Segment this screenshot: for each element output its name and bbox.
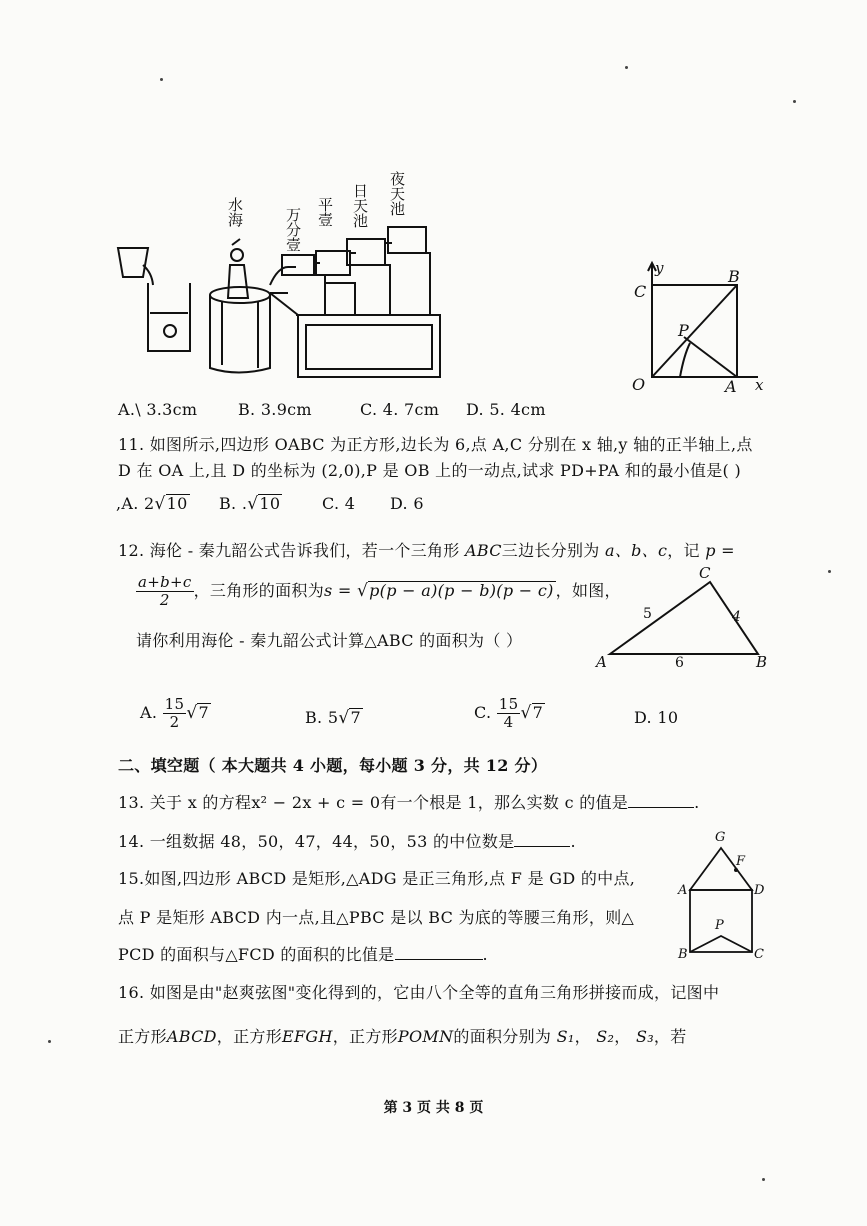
rectangle-triangle-figure — [676, 830, 768, 962]
point-c-label: C — [634, 282, 647, 301]
vertex-a-label: A — [596, 653, 607, 671]
q12-line-3: 请你利用海伦 - 秦九韶公式计算△ABC 的面积为（ ） — [136, 631, 523, 650]
q11-option-c: C. 4 — [322, 494, 356, 513]
q12-line-1: 12. 海伦 - 秦九韶公式告诉我们，若一个三角形 ABC三边长分别为 a、b、c，记 p = — [118, 541, 735, 560]
q13-answer-blank[interactable] — [628, 793, 694, 808]
axis-x-label: x — [755, 376, 764, 394]
q16-line-1: 16. 如图是由"赵爽弦图"变化得到的，它由八个全等的直角三角形拼接而成，记图中 — [118, 983, 720, 1002]
point-b-label: B — [678, 947, 688, 962]
q10-option-b: B. 3.9cm — [238, 400, 312, 419]
scan-speck — [762, 1178, 765, 1181]
side-bc-label: 4 — [732, 609, 741, 625]
scan-speck — [160, 78, 163, 81]
point-b-label: B — [728, 267, 740, 286]
point-a-label: A — [725, 377, 737, 396]
q12-p-fraction: $\frac{a+b+c}{2}$ — [138, 573, 192, 609]
q11-option-d: D. 6 — [390, 494, 424, 513]
label-pingyi: 平壹 — [316, 197, 334, 227]
q11-option-b: B. .√10 — [219, 494, 281, 514]
section-2-heading: 二、填空题（ 本大题共 4 小题，每小题 3 分，共 12 分） — [118, 756, 548, 775]
scan-speck — [625, 66, 628, 69]
vertex-b-label: B — [756, 653, 768, 671]
page-footer: 第 3 页 共 8 页 — [383, 1100, 484, 1116]
q16-line-2: 正方形ABCD，正方形EFGH，正方形POMN的面积分别为 S₁， S₂， S₃，若 — [118, 1027, 687, 1046]
scan-speck — [793, 100, 796, 103]
water-clock-figure — [110, 165, 450, 385]
q11-line-1: 11. 如图所示,四边形 OABC 为正方形,边长为 6,点 A,C 分别在 x 轴,y 轴的正半轴上,点 — [118, 435, 753, 454]
point-p-label: P — [678, 321, 689, 340]
q12-option-c: C. $\frac{15}{4}$ √7 — [474, 695, 544, 731]
q13-line: 13. 关于 x 的方程x² − 2x + c = 0有一个根是 1，那么实数 c 的值是 . — [118, 793, 700, 812]
q15-answer-blank[interactable] — [395, 945, 483, 960]
q12-option-b: B. 5√7 — [305, 708, 361, 728]
q10-option-a: A.\ 3.3cm — [118, 400, 198, 419]
q15-line-1: 15.如图,四边形 ABCD 是矩形,△ADG 是正三角形,点 F 是 GD 的中点, — [118, 869, 636, 888]
triangle-abc-figure — [596, 566, 781, 674]
point-p-label: P — [715, 918, 724, 933]
axis-y-label: y — [655, 259, 664, 277]
point-o-label: O — [632, 375, 646, 394]
q14-answer-blank[interactable] — [514, 832, 570, 847]
q11-option-a: ,A. 2√10 — [116, 494, 188, 514]
q15-line-2: 点 P 是矩形 ABCD 内一点,且△PBC 是以 BC 为底的等腰三角形，则△ — [118, 908, 635, 927]
scan-speck — [48, 1040, 51, 1043]
point-c-label: C — [754, 947, 764, 962]
q15-line-3: PCD 的面积与△FCD 的面积的比值是 . — [118, 945, 488, 964]
side-ab-label: 6 — [675, 655, 684, 671]
point-f-label: F — [736, 854, 746, 869]
q11-line-2: D 在 OA 上,且 D 的坐标为 (2,0),P 是 OB 上的一动点,试求 PD+PA 和的最小值是( ) — [118, 461, 742, 480]
point-a-label: A — [678, 883, 688, 898]
q12-option-d: D. 10 — [634, 708, 679, 727]
label-wanfenyi: 万分壹 — [284, 207, 302, 252]
scan-speck — [828, 570, 831, 573]
vertex-c-label: C — [699, 564, 711, 582]
point-d-label: D — [754, 883, 765, 898]
q10-option-d: D. 5. 4cm — [466, 400, 546, 419]
q10-option-c: C. 4. 7cm — [360, 400, 440, 419]
q14-line: 14. 一组数据 48，50，47，44，50，53 的中位数是 . — [118, 832, 576, 851]
square-oabc-figure — [628, 255, 768, 400]
q12-option-a: A. $\frac{15}{2}$ √7 — [140, 695, 209, 731]
label-ritianchi: 日天池 — [351, 183, 369, 228]
side-ac-label: 5 — [643, 606, 652, 622]
label-shuihai: 水海 — [226, 197, 244, 227]
q12-line-2: $\frac{a+b+c}{2}$ ，三角形的面积为s = √p(p − a)(p − b)(p − c) ，如图， — [138, 573, 621, 609]
label-yetianchi: 夜天池 — [388, 171, 406, 216]
point-g-label: G — [715, 830, 726, 845]
